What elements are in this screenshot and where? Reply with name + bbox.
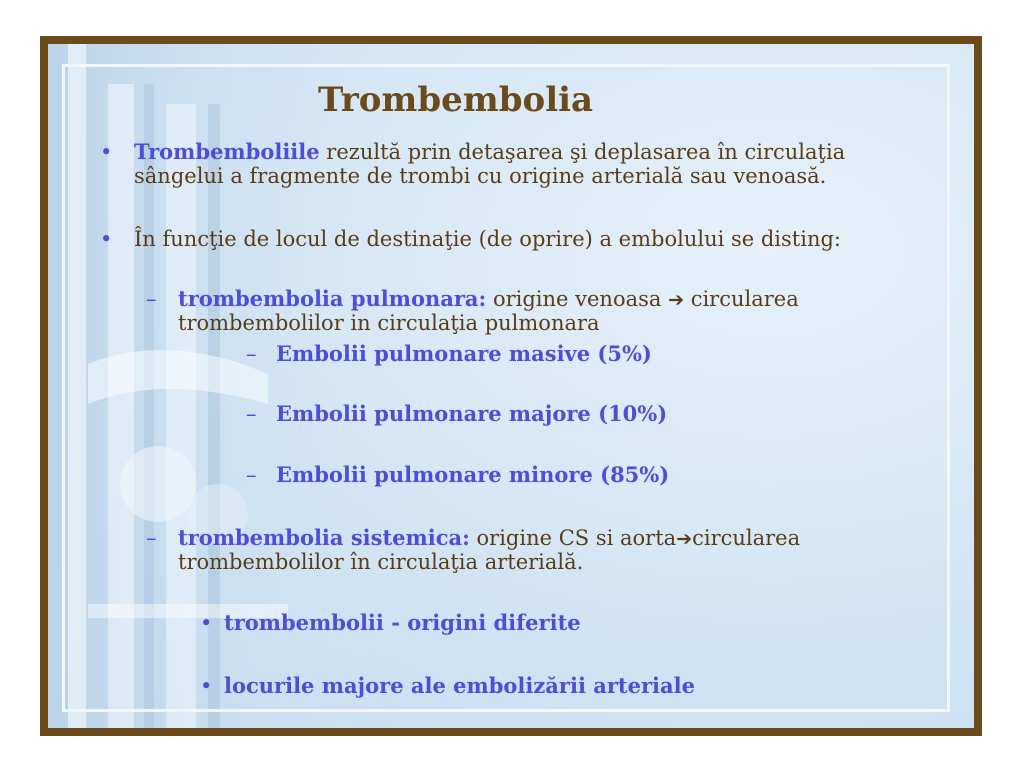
bullet-dot: •: [100, 140, 113, 164]
sub-2-highlight: trombembolia sistemica:: [178, 525, 470, 550]
sub-2-line-1: [178, 526, 800, 551]
sub-bullet-dash: –: [146, 287, 157, 311]
bullet-2-text: În funcţie de locul de destinaţie (de oprire) a embolului se disting:: [134, 227, 841, 251]
bullet-dot: •: [100, 227, 113, 251]
level3-item: Embolii pulmonare majore (10%): [276, 401, 668, 426]
sub-1-line-1: [178, 287, 799, 312]
bullet-1-line-2: sângelui a fragmente de trombi cu origine arterială sau venoasă.: [134, 164, 827, 188]
sub-1-text-b: circularea: [684, 287, 799, 311]
sub-1-text: origine venoasa: [486, 287, 669, 311]
dot-item: trombembolii - origini diferite: [224, 610, 581, 635]
level3-dash: –: [246, 402, 257, 426]
arrow-right-icon: ➔: [668, 289, 685, 311]
sub-1-highlight: trombembolia pulmonara:: [178, 286, 487, 311]
bullet-dot: •: [200, 674, 213, 698]
level3-item: Embolii pulmonare minore (85%): [276, 462, 670, 487]
arrow-right-icon: ➔: [676, 528, 693, 550]
dot-item: locurile majore ale embolizării arteriale: [224, 673, 695, 698]
bullet-dot: •: [200, 611, 213, 635]
bullet-1-text: rezultă prin detaşarea şi deplasarea în circulaţia: [319, 140, 846, 164]
sub-2-text-b: circularea: [692, 526, 801, 550]
level3-dash: –: [246, 463, 257, 487]
bullet-1-highlight: Trombemboliile: [134, 139, 320, 164]
level3-item: Embolii pulmonare masive (5%): [276, 341, 652, 366]
sub-1-line-2: trombembolilor in circulaţia pulmonara: [178, 311, 600, 335]
slide-title: Trombembolia: [318, 80, 594, 120]
bullet-1-line-1: [134, 140, 845, 164]
sub-2-text: origine CS si aorta: [469, 526, 677, 550]
level3-dash: –: [246, 342, 257, 366]
sub-bullet-dash: –: [146, 526, 157, 550]
sub-2-line-2: trombembolilor în circulaţia arterială.: [178, 550, 584, 574]
